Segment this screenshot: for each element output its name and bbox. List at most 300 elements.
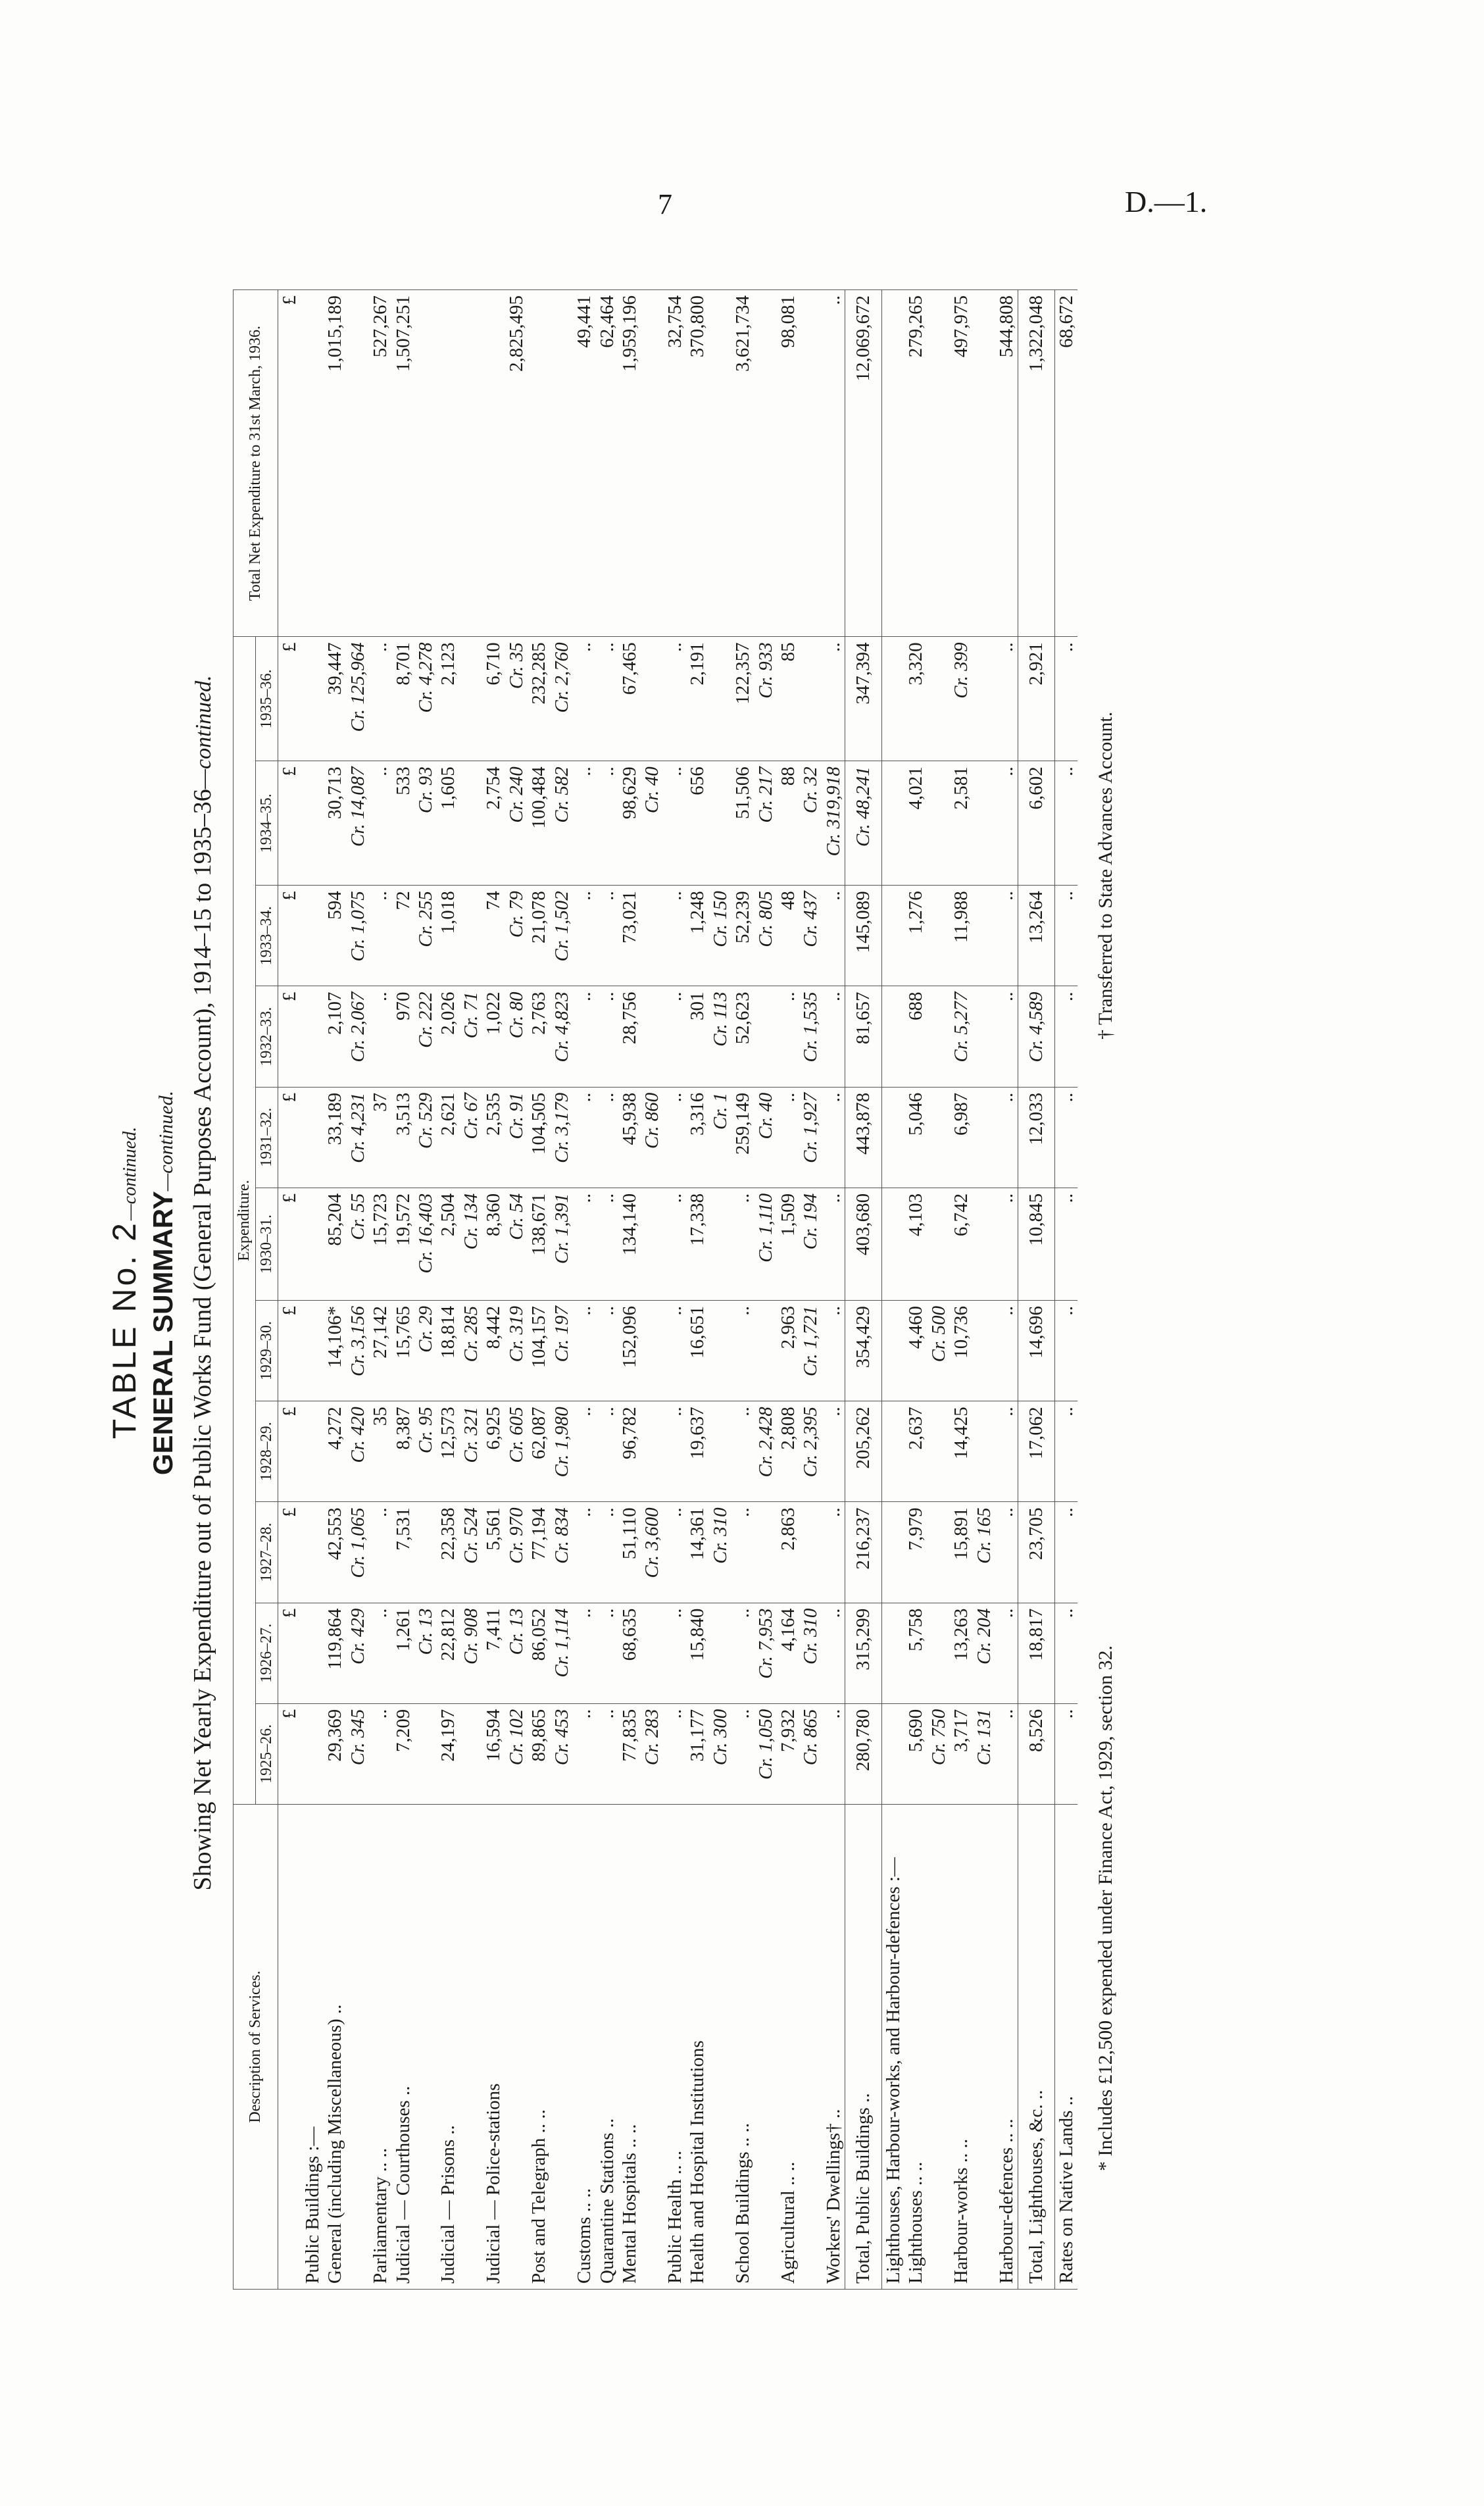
- value-cell: [641, 1603, 663, 1703]
- currency-cell: £: [278, 1401, 301, 1502]
- value-cell: Cr. 1: [709, 1087, 731, 1188]
- value-cell: [301, 637, 324, 761]
- value-cell: [928, 761, 950, 886]
- value-cell: 1,022: [482, 986, 505, 1087]
- value-cell: Cr. 222: [414, 986, 437, 1087]
- value-cell: [460, 290, 482, 637]
- value-cell: Cr. 150: [709, 886, 731, 986]
- value-cell: 688: [904, 986, 927, 1087]
- value-cell: ..: [596, 1401, 618, 1502]
- value-cell: ..: [596, 1603, 618, 1703]
- value-cell: ..: [596, 761, 618, 886]
- row-description: Judicial — Police-stations: [482, 1805, 505, 2290]
- value-cell: [754, 290, 777, 637]
- currency-cell: £: [278, 1603, 301, 1703]
- table-row: [551, 290, 573, 2290]
- value-cell: 279,265: [904, 290, 927, 637]
- table-row: [369, 290, 391, 2290]
- value-cell: Cr. 217: [754, 761, 777, 886]
- value-cell: 8,701: [392, 637, 414, 761]
- value-cell: Cr. 933: [754, 637, 777, 761]
- value-cell: ..: [822, 1603, 845, 1703]
- value-cell: 1,507,251: [392, 290, 414, 637]
- value-cell: 2,621: [437, 1087, 459, 1188]
- value-cell: 8,387: [392, 1401, 414, 1502]
- col-year: 1934–35.: [256, 761, 278, 886]
- table-description: [188, 276, 217, 2290]
- value-cell: 104,505: [528, 1087, 550, 1188]
- value-cell: [301, 1401, 324, 1502]
- table-continued: —continued.: [120, 1126, 140, 1221]
- value-cell: [301, 761, 324, 886]
- value-cell: [973, 637, 995, 761]
- value-cell: 152,096: [618, 1300, 641, 1401]
- value-cell: [973, 1401, 995, 1502]
- value-cell: 5,046: [904, 1087, 927, 1188]
- value-cell: Cr. 970: [505, 1502, 528, 1603]
- currency-cell: £: [278, 290, 301, 637]
- value-cell: ..: [822, 1188, 845, 1300]
- value-cell: 216,237: [845, 1502, 881, 1603]
- value-cell: 29,369: [324, 1703, 346, 1804]
- value-cell: 8,526: [1018, 1703, 1054, 1804]
- value-cell: ..: [822, 1300, 845, 1401]
- value-cell: ..: [573, 1188, 595, 1300]
- value-cell: Cr. 7,953: [754, 1603, 777, 1703]
- value-cell: Cr. 197: [551, 1300, 573, 1401]
- value-cell: ..: [995, 1502, 1018, 1603]
- value-cell: [928, 637, 950, 761]
- value-cell: [347, 290, 369, 637]
- col-year: 1926–27.: [256, 1603, 278, 1703]
- value-cell: [641, 1188, 663, 1300]
- value-cell: 77,194: [528, 1502, 550, 1603]
- value-cell: Cr. 2,395: [799, 1401, 822, 1502]
- summary-heading: [147, 276, 179, 2290]
- value-cell: 16,594: [482, 1703, 505, 1804]
- value-cell: 145,089: [845, 886, 881, 986]
- value-cell: 24,197: [437, 1703, 459, 1804]
- value-cell: 3,717: [950, 1703, 972, 1804]
- value-cell: 5,758: [904, 1603, 927, 1703]
- value-cell: 7,531: [392, 1502, 414, 1603]
- value-cell: [881, 1603, 904, 1703]
- value-cell: 67,465: [618, 637, 641, 761]
- table-row: [664, 290, 686, 2290]
- value-cell: 98,081: [777, 290, 799, 637]
- value-cell: 544,808: [995, 290, 1018, 637]
- value-cell: 138,671: [528, 1188, 550, 1300]
- value-cell: Cr. 1,065: [347, 1502, 369, 1603]
- value-cell: ..: [822, 637, 845, 761]
- value-cell: 1,605: [437, 761, 459, 886]
- value-cell: 35: [369, 1401, 391, 1502]
- value-cell: [881, 1703, 904, 1804]
- value-cell: ..: [995, 1300, 1018, 1401]
- value-cell: Cr. 95: [414, 1401, 437, 1502]
- currency-cell: £: [278, 637, 301, 761]
- value-cell: [973, 1300, 995, 1401]
- col-year: 1933–34.: [256, 886, 278, 986]
- value-cell: Cr. 13: [505, 1603, 528, 1703]
- value-cell: ..: [369, 986, 391, 1087]
- summary-label: GENERAL SUMMARY: [147, 1191, 178, 1476]
- row-description: [414, 1805, 437, 2290]
- value-cell: ..: [995, 1188, 1018, 1300]
- row-description: School Buildings .. ..: [731, 1805, 754, 2290]
- value-cell: 2,581: [950, 761, 972, 886]
- value-cell: 232,285: [528, 637, 550, 761]
- value-cell: [754, 1502, 777, 1603]
- page-code: D.—1.: [1125, 185, 1208, 218]
- value-cell: 85,204: [324, 1188, 346, 1300]
- value-cell: 28,756: [618, 986, 641, 1087]
- value-cell: ..: [822, 1703, 845, 1804]
- table-label: TABLE No. 2: [106, 1220, 143, 1440]
- summary-continued: —continued.: [155, 1090, 177, 1191]
- value-cell: ..: [573, 637, 595, 761]
- value-cell: 12,033: [1018, 1087, 1054, 1188]
- value-cell: Cr. 3,179: [551, 1087, 573, 1188]
- value-cell: 15,723: [369, 1188, 391, 1300]
- value-cell: [928, 1603, 950, 1703]
- row-description: Agricultural .. ..: [777, 1805, 799, 2290]
- value-cell: Cr. 310: [799, 1603, 822, 1703]
- table-row: [709, 290, 731, 2290]
- value-cell: ..: [1054, 886, 1077, 986]
- value-cell: 656: [686, 761, 708, 886]
- value-cell: 10,736: [950, 1300, 972, 1401]
- value-cell: Cr. 285: [460, 1300, 482, 1401]
- col-year: 1935–36.: [256, 637, 278, 761]
- footnote-dagger: † Transferred to State Advances Account.: [1095, 711, 1117, 1040]
- value-cell: 2,963: [777, 1300, 799, 1401]
- value-cell: ..: [1054, 1502, 1077, 1603]
- value-cell: [301, 1087, 324, 1188]
- value-cell: 85: [777, 637, 799, 761]
- value-cell: [709, 637, 731, 761]
- value-cell: Cr. 321: [460, 1401, 482, 1502]
- value-cell: Cr. 1,980: [551, 1401, 573, 1502]
- value-cell: 15,765: [392, 1300, 414, 1401]
- value-cell: 970: [392, 986, 414, 1087]
- value-cell: ..: [573, 886, 595, 986]
- value-cell: Cr. 16,403: [414, 1188, 437, 1300]
- value-cell: Cr. 1,110: [754, 1188, 777, 1300]
- value-cell: Cr. 79: [505, 886, 528, 986]
- value-cell: Cr. 134: [460, 1188, 482, 1300]
- row-description: [709, 1805, 731, 2290]
- value-cell: 19,572: [392, 1188, 414, 1300]
- value-cell: ..: [369, 637, 391, 761]
- value-cell: 62,087: [528, 1401, 550, 1502]
- value-cell: 14,696: [1018, 1300, 1054, 1401]
- currency-cell: £: [278, 1087, 301, 1188]
- value-cell: Cr. 40: [754, 1087, 777, 1188]
- total-row: [845, 290, 881, 2290]
- value-cell: Cr. 319,918: [822, 761, 845, 886]
- value-cell: [973, 1188, 995, 1300]
- value-cell: 1,959,196: [618, 290, 641, 637]
- value-cell: [301, 986, 324, 1087]
- value-cell: ..: [573, 1401, 595, 1502]
- value-cell: [551, 290, 573, 637]
- value-cell: 33,189: [324, 1087, 346, 1188]
- value-cell: [641, 986, 663, 1087]
- col-year: 1927–28.: [256, 1502, 278, 1603]
- value-cell: ..: [995, 886, 1018, 986]
- table-row: [528, 290, 550, 2290]
- col-total: Total Net Expenditure to 31st March, 1936.: [234, 290, 278, 637]
- value-cell: 8,360: [482, 1188, 505, 1300]
- value-cell: Cr. 582: [551, 761, 573, 886]
- col-description: Description of Services.: [234, 1805, 278, 2290]
- row-description: Judicial — Prisons ..: [437, 1805, 459, 2290]
- value-cell: [973, 986, 995, 1087]
- table-row: [301, 290, 324, 2290]
- value-cell: Cr. 3,600: [641, 1502, 663, 1603]
- value-cell: 15,891: [950, 1502, 972, 1603]
- row-description: Lighthouses, Harbour-works, and Harbour-defences :—: [881, 1805, 904, 2290]
- value-cell: 533: [392, 761, 414, 886]
- value-cell: 280,780: [845, 1703, 881, 1804]
- value-cell: ..: [1054, 1703, 1077, 1804]
- value-cell: 14,425: [950, 1401, 972, 1502]
- value-cell: Cr. 2,428: [754, 1401, 777, 1502]
- value-cell: ..: [1054, 761, 1077, 886]
- value-cell: 5,690: [904, 1703, 927, 1804]
- value-cell: 315,299: [845, 1603, 881, 1703]
- value-cell: ..: [664, 886, 686, 986]
- value-cell: [709, 761, 731, 886]
- value-cell: Cr. 420: [347, 1401, 369, 1502]
- value-cell: ..: [664, 1703, 686, 1804]
- value-cell: [881, 1087, 904, 1188]
- value-cell: [973, 290, 995, 637]
- value-cell: ..: [995, 1703, 1018, 1804]
- value-cell: ..: [822, 1401, 845, 1502]
- value-cell: [881, 290, 904, 637]
- value-cell: Cr. 453: [551, 1703, 573, 1804]
- table-row: [573, 290, 595, 2290]
- value-cell: ..: [596, 1703, 618, 1804]
- value-cell: 22,812: [437, 1603, 459, 1703]
- value-cell: [973, 886, 995, 986]
- value-cell: Cr. 131: [973, 1703, 995, 1804]
- value-cell: Cr. 529: [414, 1087, 437, 1188]
- table-row: [904, 290, 927, 2290]
- value-cell: ..: [822, 986, 845, 1087]
- value-cell: 1,322,048: [1018, 290, 1054, 637]
- row-description: [551, 1805, 573, 2290]
- value-cell: 4,460: [904, 1300, 927, 1401]
- row-description: [754, 1805, 777, 2290]
- value-cell: 19,637: [686, 1401, 708, 1502]
- value-cell: 31,177: [686, 1703, 708, 1804]
- value-cell: ..: [664, 1300, 686, 1401]
- value-cell: Cr. 1,721: [799, 1300, 822, 1401]
- value-cell: ..: [995, 761, 1018, 886]
- value-cell: 104,157: [528, 1300, 550, 1401]
- value-cell: Cr. 240: [505, 761, 528, 886]
- value-cell: [709, 290, 731, 637]
- value-cell: 10,845: [1018, 1188, 1054, 1300]
- currency-desc: [278, 1805, 301, 2290]
- value-cell: Cr. 102: [505, 1703, 528, 1804]
- value-cell: 51,110: [618, 1502, 641, 1603]
- value-cell: 23,705: [1018, 1502, 1054, 1603]
- table-row: [641, 290, 663, 2290]
- table-row: [618, 290, 641, 2290]
- value-cell: [460, 761, 482, 886]
- table-row: [754, 290, 777, 2290]
- value-cell: [928, 1188, 950, 1300]
- value-cell: 6,710: [482, 637, 505, 761]
- table-row: [881, 290, 904, 2290]
- value-cell: ..: [995, 1087, 1018, 1188]
- value-cell: 14,361: [686, 1502, 708, 1603]
- value-cell: [881, 761, 904, 886]
- row-description: [460, 1805, 482, 2290]
- value-cell: [928, 290, 950, 637]
- value-cell: [641, 290, 663, 637]
- value-cell: 2,107: [324, 986, 346, 1087]
- value-cell: Cr. 3,156: [347, 1300, 369, 1401]
- value-cell: 27,142: [369, 1300, 391, 1401]
- value-cell: 17,062: [1018, 1401, 1054, 1502]
- table-row: [392, 290, 414, 2290]
- value-cell: [460, 886, 482, 986]
- value-cell: [709, 1401, 731, 1502]
- value-cell: ..: [596, 986, 618, 1087]
- value-cell: 3,320: [904, 637, 927, 761]
- value-cell: 259,149: [731, 1087, 754, 1188]
- value-cell: Cr. 91: [505, 1087, 528, 1188]
- value-cell: 497,975: [950, 290, 972, 637]
- value-cell: ..: [664, 1087, 686, 1188]
- value-cell: ..: [369, 1703, 391, 1804]
- value-cell: 122,357: [731, 637, 754, 761]
- value-cell: 2,535: [482, 1087, 505, 1188]
- value-cell: Cr. 300: [709, 1703, 731, 1804]
- value-cell: 68,635: [618, 1603, 641, 1703]
- value-cell: 2,754: [482, 761, 505, 886]
- value-cell: 62,464: [596, 290, 618, 637]
- value-cell: [460, 1703, 482, 1804]
- value-cell: Cr. 2,760: [551, 637, 573, 761]
- value-cell: 5,561: [482, 1502, 505, 1603]
- value-cell: 6,925: [482, 1401, 505, 1502]
- value-cell: [414, 290, 437, 637]
- value-cell: 7,411: [482, 1603, 505, 1703]
- table-row: [347, 290, 369, 2290]
- table-row: [973, 290, 995, 2290]
- table-title: [105, 276, 143, 2290]
- value-cell: Cr. 35: [505, 637, 528, 761]
- row-description: [505, 1805, 528, 2290]
- value-cell: Cr. 204: [973, 1603, 995, 1703]
- value-cell: 16,651: [686, 1300, 708, 1401]
- value-cell: Cr. 1,050: [754, 1703, 777, 1804]
- value-cell: Cr. 750: [928, 1703, 950, 1804]
- currency-cell: £: [278, 1703, 301, 1804]
- value-cell: Cr. 1,927: [799, 1087, 822, 1188]
- value-cell: Cr. 1,535: [799, 986, 822, 1087]
- table-row: [731, 290, 754, 2290]
- value-cell: [301, 290, 324, 637]
- col-year: 1931–32.: [256, 1087, 278, 1188]
- row-description: Total, Lighthouses, &c. ..: [1018, 1805, 1054, 2290]
- value-cell: 22,358: [437, 1502, 459, 1603]
- value-cell: [641, 1300, 663, 1401]
- value-cell: 370,800: [686, 290, 708, 637]
- value-cell: Cr. 14,087: [347, 761, 369, 886]
- currency-row: [278, 290, 301, 2290]
- description-text: Showing Net Yearly Expenditure out of Public Works Fund (General Purposes Account), 1914–15 to 1935–36: [189, 789, 216, 1891]
- value-cell: 2,863: [777, 1502, 799, 1603]
- value-cell: ..: [731, 1502, 754, 1603]
- value-cell: 1,018: [437, 886, 459, 986]
- value-cell: 4,021: [904, 761, 927, 886]
- value-cell: Cr. 54: [505, 1188, 528, 1300]
- value-cell: 12,069,672: [845, 290, 881, 637]
- value-cell: [799, 637, 822, 761]
- value-cell: [301, 1188, 324, 1300]
- value-cell: Cr. 1,502: [551, 886, 573, 986]
- value-cell: 45,938: [618, 1087, 641, 1188]
- value-cell: ..: [596, 886, 618, 986]
- value-cell: ..: [1054, 1087, 1077, 1188]
- row-description: Lighthouses .. ..: [904, 1805, 927, 2290]
- value-cell: 7,209: [392, 1703, 414, 1804]
- col-year: 1928–29.: [256, 1401, 278, 1502]
- value-cell: ..: [731, 1603, 754, 1703]
- value-cell: Cr. 48,241: [845, 761, 881, 886]
- value-cell: 39,447: [324, 637, 346, 761]
- value-cell: [881, 986, 904, 1087]
- currency-cell: £: [278, 1300, 301, 1401]
- value-cell: [973, 1087, 995, 1188]
- value-cell: ..: [664, 761, 686, 886]
- value-cell: 18,817: [1018, 1603, 1054, 1703]
- value-cell: ..: [822, 886, 845, 986]
- value-cell: [973, 761, 995, 886]
- value-cell: 89,865: [528, 1703, 550, 1804]
- expenditure-table: [233, 289, 1077, 2290]
- value-cell: Cr. 40: [641, 761, 663, 886]
- value-cell: ..: [573, 761, 595, 886]
- value-cell: ..: [596, 1300, 618, 1401]
- value-cell: 88: [777, 761, 799, 886]
- table-row: [799, 290, 822, 2290]
- value-cell: ..: [596, 637, 618, 761]
- value-cell: Cr. 55: [347, 1188, 369, 1300]
- value-cell: Cr. 399: [950, 637, 972, 761]
- value-cell: 3,621,734: [731, 290, 754, 637]
- value-cell: ..: [1054, 1401, 1077, 1502]
- value-cell: Cr. 67: [460, 1087, 482, 1188]
- value-cell: [709, 1188, 731, 1300]
- value-cell: Cr. 1,114: [551, 1603, 573, 1703]
- value-cell: 1,248: [686, 886, 708, 986]
- value-cell: ..: [573, 986, 595, 1087]
- value-cell: 52,623: [731, 986, 754, 1087]
- value-cell: ..: [573, 1300, 595, 1401]
- row-description: Mental Hospitals .. ..: [618, 1805, 641, 2290]
- value-cell: 32,754: [664, 290, 686, 637]
- value-cell: Cr. 125,964: [347, 637, 369, 761]
- currency-cell: £: [278, 761, 301, 886]
